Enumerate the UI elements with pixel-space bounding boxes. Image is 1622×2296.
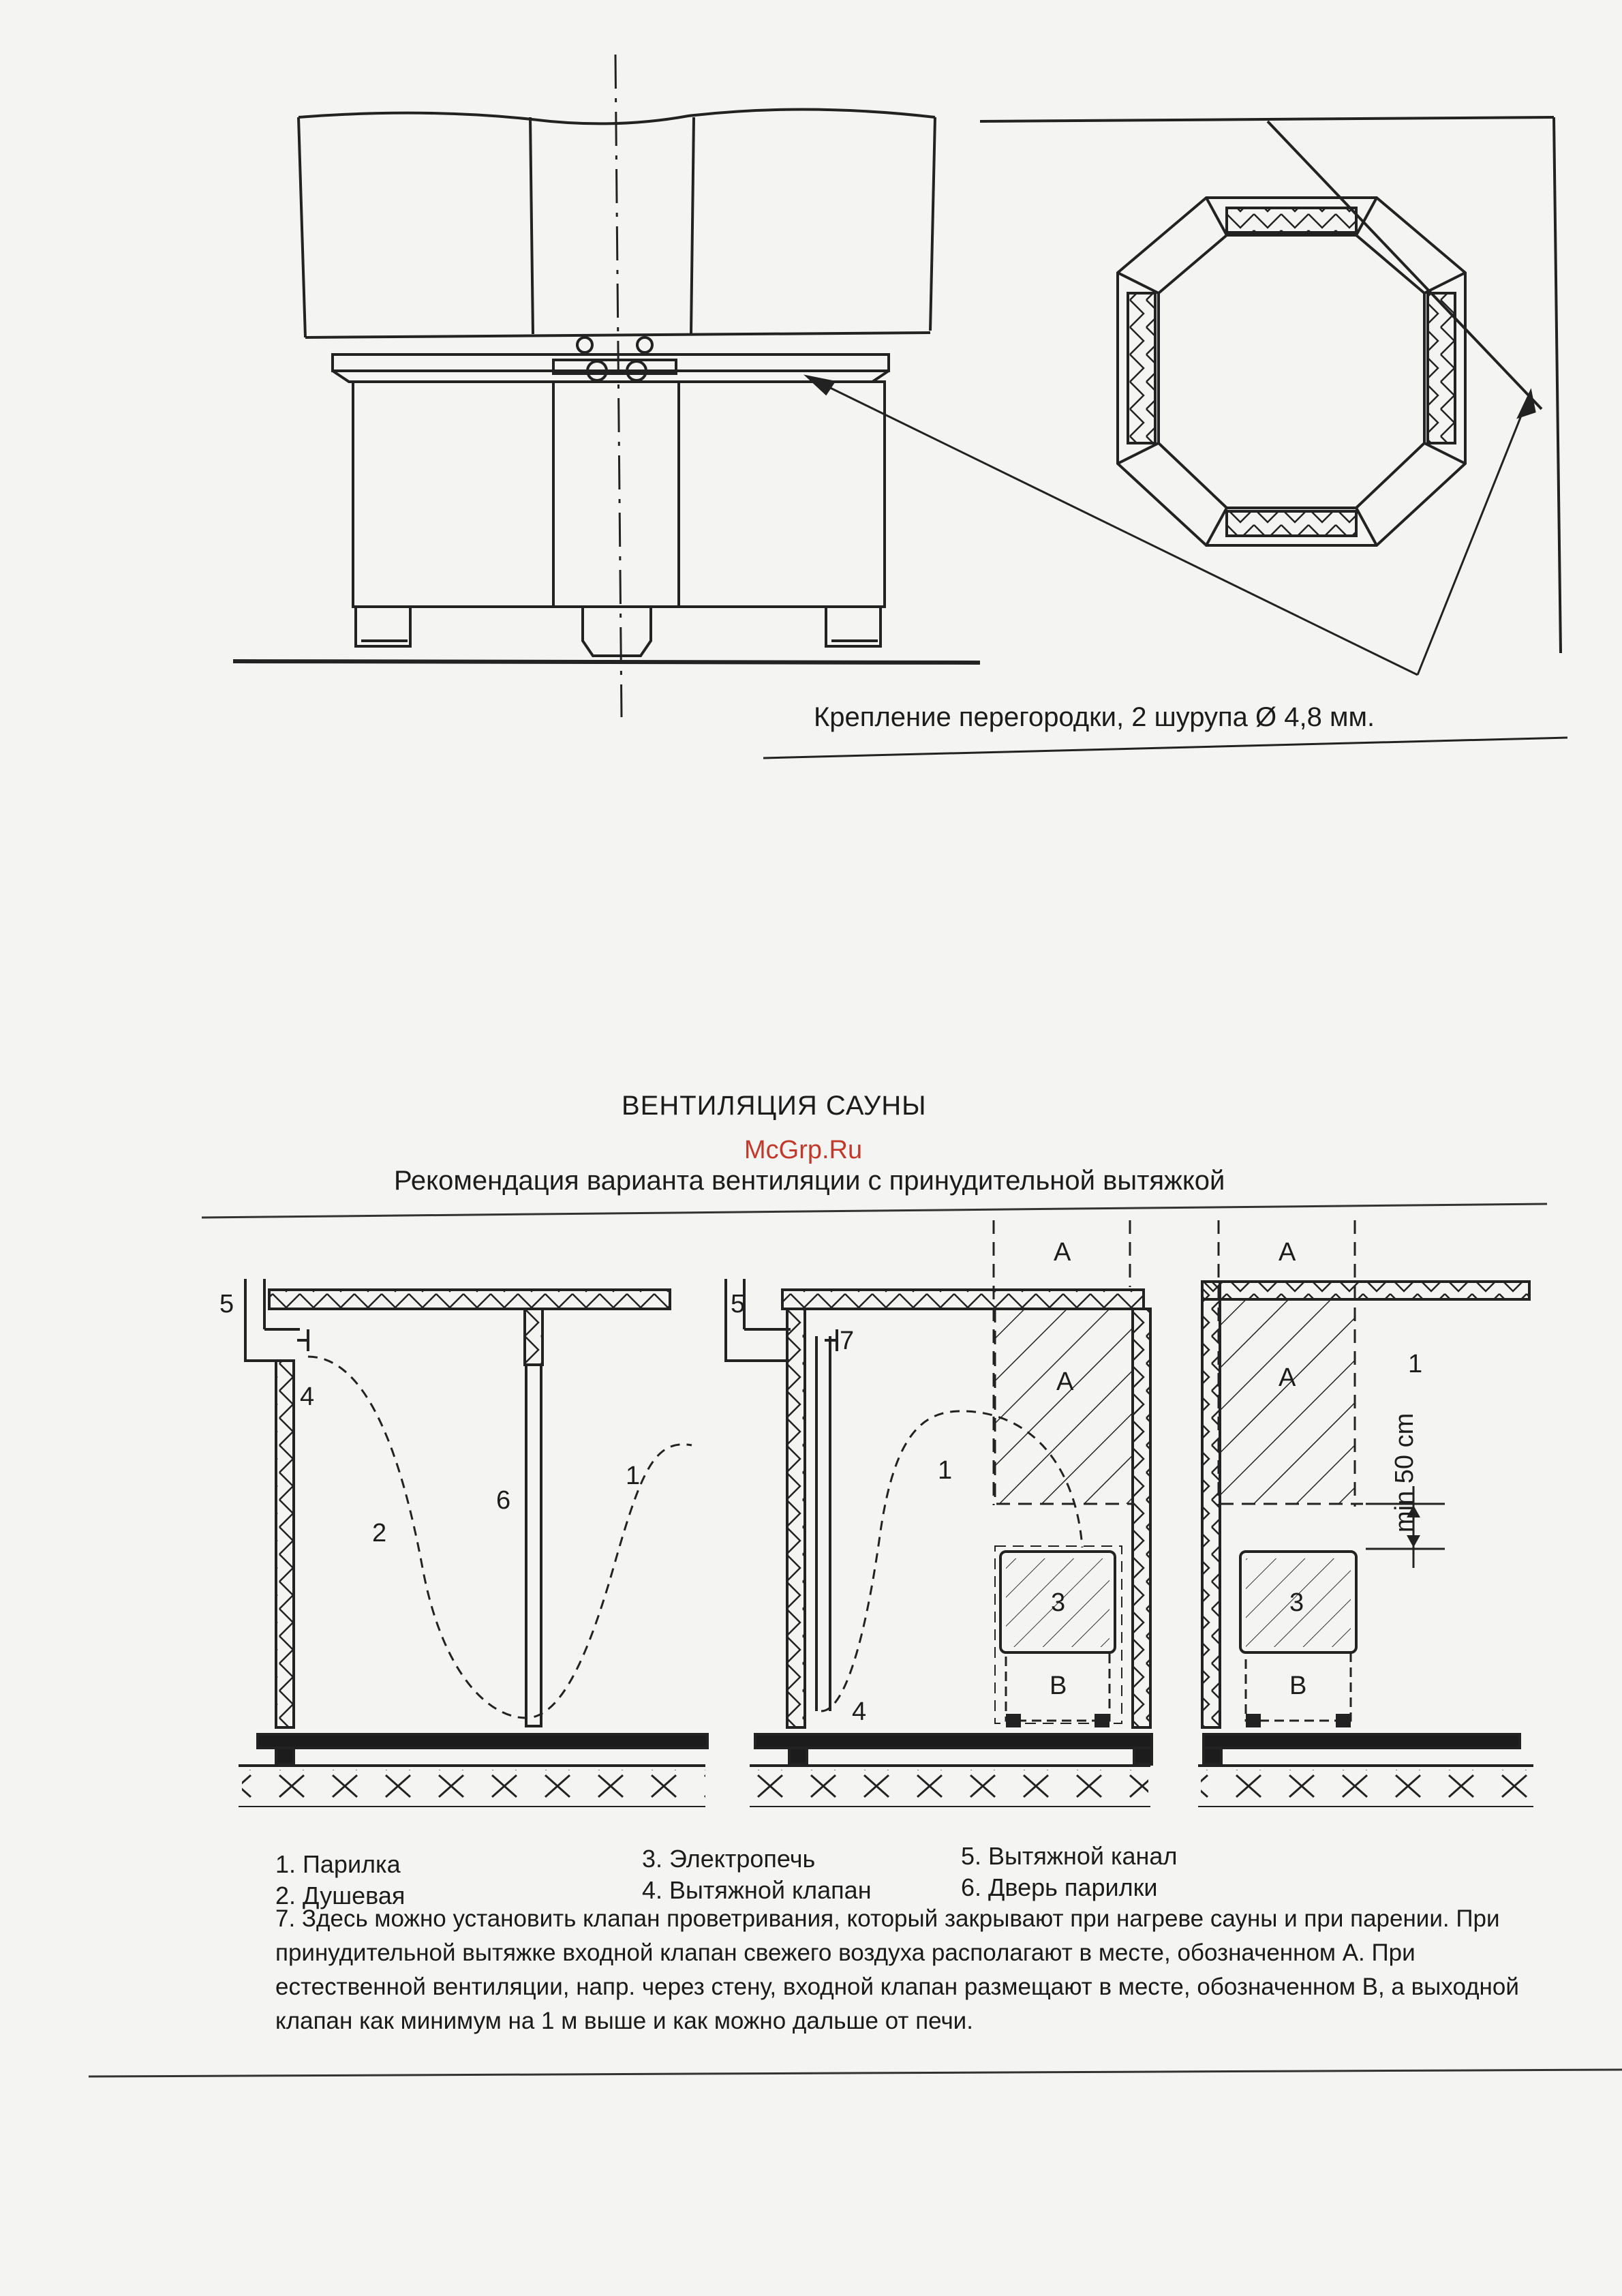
legend-item-4: 4. Вытяжной клапан — [642, 1876, 872, 1904]
d2-label-4: 4 — [852, 1697, 867, 1726]
section-title: ВЕНТИЛЯЦИЯ САУНЫ — [622, 1091, 927, 1121]
d2-label-7: 7 — [840, 1327, 855, 1355]
bottom-rule — [89, 2070, 1622, 2076]
section-subtitle: Рекомендация варианта вентиляции с принудительной вытяжкой — [394, 1166, 1225, 1196]
d2-label-1: 1 — [938, 1456, 953, 1485]
d2-label-a-inner: A — [1056, 1368, 1074, 1396]
d3-label-a-top: A — [1279, 1238, 1296, 1267]
d1-label-5: 5 — [219, 1290, 234, 1318]
d2-label-a-top: A — [1054, 1238, 1071, 1267]
d1-label-2: 2 — [372, 1519, 387, 1547]
legend-note-7: 7. Здесь можно установить клапан проветривания, который закрывают при нагреве сауны и при парении. При принудительной вытяжке входной клапан свежего воздуха располагают в месте, обозначенном А. При естественной вентиляции, напр. через стену, входной клапан размещают в месте, обозначенном В, а выходной клапан как минимум на 1 м выше и как можно дальше от печи. — [275, 1905, 1519, 2034]
legend-item-3: 3. Электропечь — [642, 1845, 816, 1873]
floor-line-top — [233, 661, 980, 663]
d3-label-b: B — [1289, 1672, 1307, 1700]
d1-label-6: 6 — [496, 1486, 511, 1515]
legend-item-6: 6. Дверь парилки — [961, 1873, 1158, 1901]
d1-label-4: 4 — [300, 1383, 315, 1411]
subtitle-underline — [202, 1204, 1547, 1218]
top-figure-caption: Крепление перегородки, 2 шурупа Ø 4,8 мм. — [814, 702, 1375, 732]
d1-label-1: 1 — [626, 1462, 641, 1490]
octagon-guard-view — [980, 117, 1561, 653]
legend-item-1: 1. Парилка — [275, 1850, 401, 1878]
d2-label-b: B — [1050, 1672, 1067, 1700]
d3-min-50cm: min 50 cm — [1390, 1413, 1419, 1532]
d2-label-5: 5 — [731, 1290, 746, 1318]
ventilation-diagram-3 — [1198, 1220, 1533, 1807]
center-axis — [615, 55, 622, 717]
ventilation-diagram-1 — [239, 1279, 707, 1807]
d3-label-1: 1 — [1408, 1350, 1423, 1378]
d3-label-a-inner: A — [1279, 1363, 1296, 1392]
d2-label-3: 3 — [1051, 1588, 1066, 1617]
legend-item-2: 2. Душевая — [275, 1882, 406, 1909]
caption-underline — [763, 738, 1567, 758]
d3-label-3: 3 — [1289, 1588, 1304, 1617]
watermark: McGrp.Ru — [744, 1136, 863, 1164]
ventilation-diagram-2 — [726, 1220, 1152, 1807]
legend-item-5: 5. Вытяжной канал — [961, 1842, 1178, 1870]
